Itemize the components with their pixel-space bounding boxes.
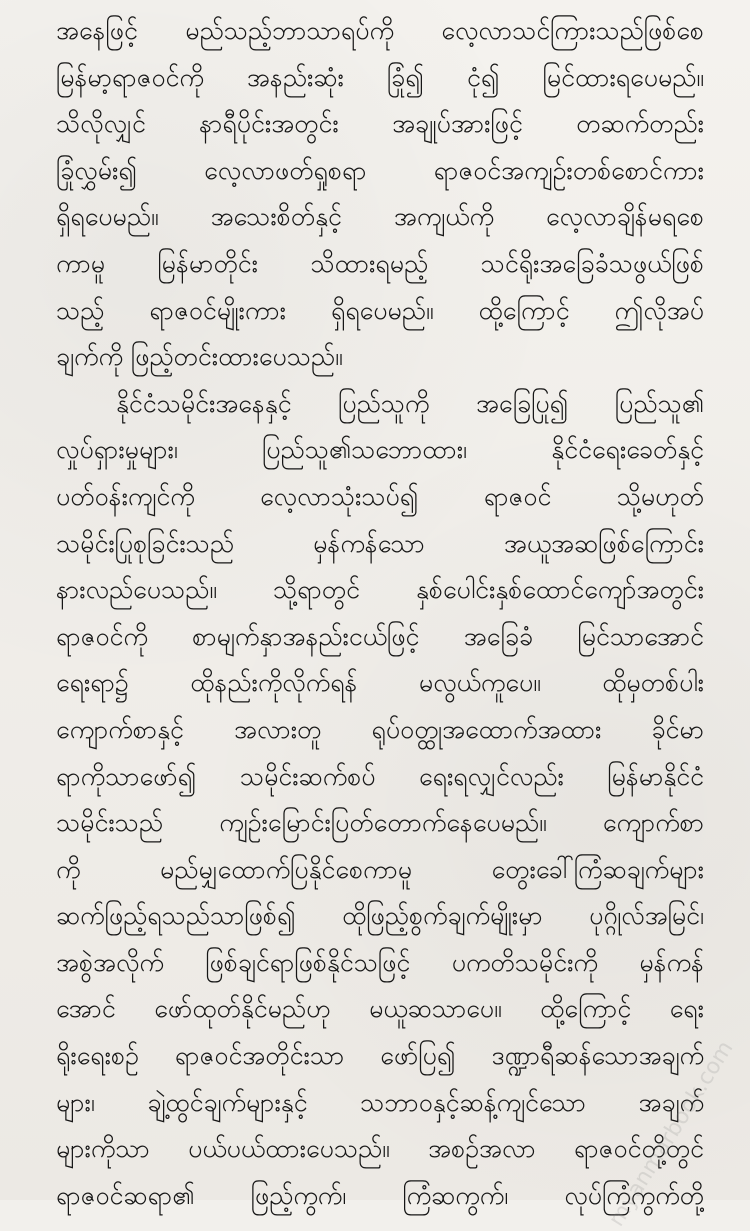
- text-line: သမိုင်းသည် ကျဉ်းမြောင်းပြတ်တောက်နေပေမည်။ ကျောက်စာ: [56, 808, 704, 838]
- text-line: အောင် ဖော်ထုတ်နိုင်မည်ဟု မယူဆသာပေ။ ထို့ကြောင့် ရေး: [56, 994, 704, 1024]
- text-line: အနေဖြင့် မည်သည့်ဘာသာရပ်ကို လေ့လာသင်ကြားသည်ဖြစ်စေ: [56, 16, 704, 45]
- text-line: သည့် ရာဇဝင်မျိုးကား ရှိရပေမည်။ ထို့ကြောင့် ဤလိုအပ်: [56, 295, 704, 325]
- text-line: ချက်ကို ဖြည့်တင်းထားပေသည်။: [56, 342, 343, 372]
- text-line: ကျောက်စာနှင့် အလားတူ ရုပ်ဝတ္ထုအထောက်အထား ခိုင်မာ: [56, 714, 704, 744]
- text-line: ပတ်ဝန်းကျင်ကို လေ့လာသုံးသပ်၍ ရာဇဝင် သို့မဟုတ်: [56, 481, 704, 511]
- text-line: နားလည်ပေသည်။ သို့ရာတွင် နှစ်ပေါင်းနှစ်ထောင်ကျော်အတွင်း: [56, 575, 704, 605]
- page-text: [56, 8, 704, 1219]
- text-line: ဆက်ဖြည့်ရသည်သာဖြစ်၍ ထိုဖြည့်စွက်ချက်မျိုးမှာ ပုဂ္ဂိုလ်အမြင်၊: [56, 901, 704, 931]
- text-line: လှုပ်ရှားမှုများ၊ ပြည်သူ၏သဘောထား၊ နိုင်ငံရေးခေတ်နှင့်: [56, 435, 704, 465]
- watermark: myanmarbook.com: [603, 1036, 738, 1231]
- text-line: နိုင်ငံသမိုင်းအနေနှင့် ပြည်သူကို အခြေပြု၍ ပြည်သူ၏: [116, 388, 704, 418]
- text-line: ရာကိုသာဖော်၍ သမိုင်းဆက်စပ် ရေးရလျှင်လည်း မြန်မာနိုင်ငံ: [56, 761, 704, 791]
- text-line: သမိုင်းပြုစုခြင်းသည် မှန်ကန်သော အယူအဆဖြစ်ကြောင်း: [56, 528, 704, 558]
- text-line: ကာမူ မြန်မာတိုင်း သိထားရမည့် သင်ရိုးအခြေခံသဖွယ်ဖြစ်: [56, 248, 704, 278]
- text-line: အစွဲအလိုက် ဖြစ်ချင်ရာဖြစ်နိုင်သဖြင့် ပကတိသမိုင်းကို မှန်ကန်: [56, 947, 704, 977]
- text-line: များကိုသာ ပယ်ပယ်ထားပေသည်။ အစဉ်အလာ ရာဇဝင်တို့တွင်: [56, 1134, 704, 1164]
- text-line: ရေးရာ၌ ထိုနည်းကိုလိုက်ရန် မလွယ်ကူပေ။ ထိုမှတစ်ပါး: [56, 668, 704, 698]
- text-line: ရိုးရေးစဉ် ရာဇဝင်အတိုင်းသာ ဖော်ပြ၍ ဒဏ္ဍာရီဆန်သောအချက်: [56, 1041, 704, 1071]
- text-line: များ၊ ချဲ့ထွင်ချက်များနှင့် သဘာဝနှင့်ဆန့်ကျင်သော အချက်: [56, 1087, 704, 1117]
- text-line: ရာဇဝင်ကို စာမျက်နှာအနည်းငယ်ဖြင့် အခြေခံ မြင်သာအောင်: [56, 621, 704, 651]
- text-line: သိလိုလျှင် နာရီပိုင်းအတွင်း အချုပ်အားဖြင့် တဆက်တည်း: [56, 109, 704, 139]
- text-line: ရှိရပေမည်။ အသေးစိတ်နှင့် အကျယ်ကို လေ့လာချိန်မရစေ: [56, 202, 704, 232]
- text-line: မြန်မာ့ရာဇဝင်ကို အနည်းဆုံး ခြုံ၍ ငုံ၍ မြင်ထားရပေမည်။: [56, 62, 704, 92]
- text-line: ကို မည်မျှထောက်ပြနိုင်စေကာမူ တွေးခေါ်ကြံဆချက်များ: [56, 854, 704, 884]
- text-line: ရာဇဝင်ဆရာ၏ ဖြည့်ကွက်၊ ကြံဆကွက်၊ လုပ်ကြံကွက်တို့: [56, 1180, 704, 1210]
- text-line: ခြုံလွှမ်း၍ လေ့လာဖတ်ရှုစရာ ရာဇဝင်အကျဉ်းတစ်စောင်ကား: [56, 155, 704, 185]
